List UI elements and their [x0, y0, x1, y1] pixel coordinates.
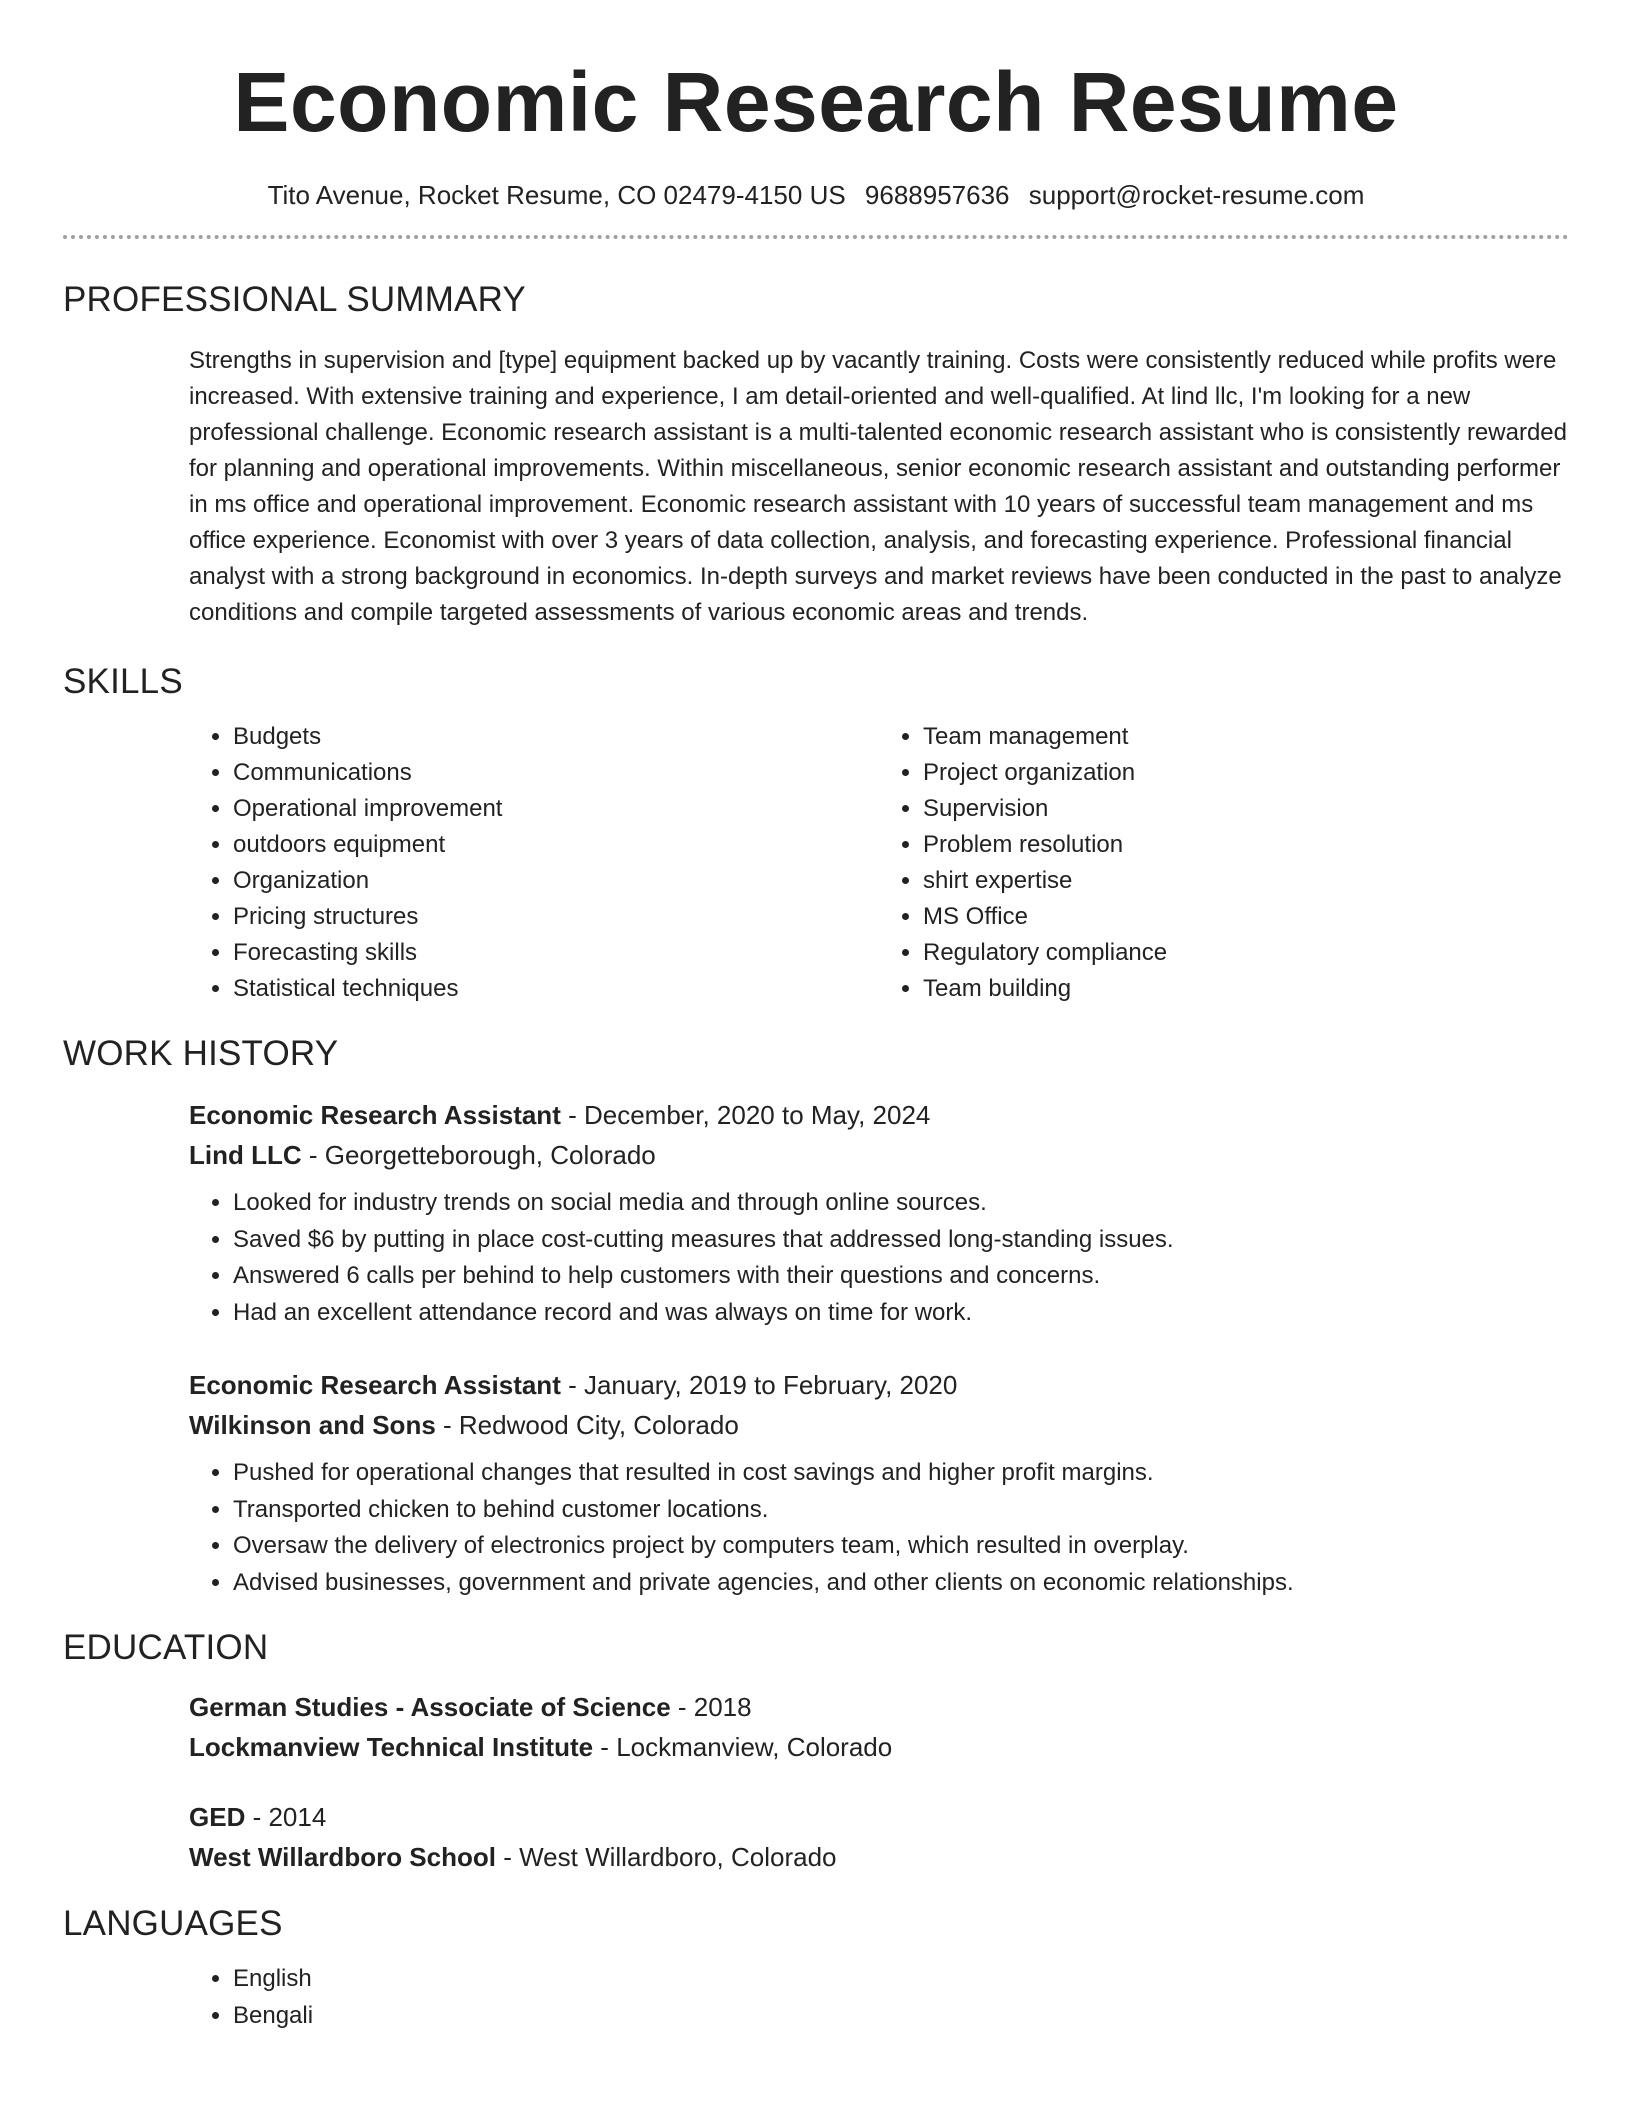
edu-year: 2018: [693, 1692, 752, 1723]
skill-item: • Problem resolution: [923, 827, 1569, 863]
job-bullet: • Had an excellent attendance record and was always on time for work.: [233, 1295, 1569, 1332]
skill-item: • Communications: [233, 755, 879, 791]
email-text: support@rocket-resume.com: [1028, 180, 1365, 210]
job-bullets: [189, 1455, 1569, 1601]
languages-list: [189, 1961, 1569, 2034]
skill-item: • Team management: [923, 719, 1569, 755]
skill-item: • Budgets: [233, 719, 879, 755]
contact-line: [63, 180, 1569, 211]
job-company-line: Lind LLC - Georgetteborough, Colorado: [189, 1140, 656, 1171]
edu-year: 2014: [268, 1802, 327, 1833]
job-location: Redwood City, Colorado: [458, 1410, 739, 1441]
skill-item: • Regulatory compliance: [923, 935, 1569, 971]
summary-heading: PROFESSIONAL SUMMARY: [63, 280, 526, 320]
summary-section: [63, 343, 1569, 631]
skills-list-right: [879, 719, 1569, 1007]
edu-degree-line: GED - 2014: [189, 1802, 327, 1833]
job-title: Economic Research Assistant: [189, 1100, 561, 1131]
summary-text: Strengths in supervision and [type] equipment backed up by vacantly training. Costs were consistently reduced while profits were increased. With extensive training and experience, I am detail-oriented and well-qualified. At lind llc, I'm looking for a new professional challenge. Economic research assistant is a multi-talented economic research assistant who is consistently rewarded for planning and operational improvements. Within miscellaneous, senior economic research assistant and outstanding performer in ms office and operational improvement. Economic research assistant with 10 years of successful team management and ms office experience. Economist with over 3 years of data collection, analysis, and forecasting experience. Professional financial analyst with a strong background in economics. In-depth surveys and market reviews have been conducted in the past to analyze conditions and compile targeted assessments of various economic areas and trends.: [189, 347, 1567, 627]
languages-heading: LANGUAGES: [63, 1904, 283, 1944]
education-heading: EDUCATION: [63, 1628, 269, 1668]
skill-item: • shirt expertise: [923, 863, 1569, 899]
job-bullet: • Saved $6 by putting in place cost-cutting measures that addressed long-standing issues.: [233, 1222, 1569, 1259]
edu-degree: GED: [189, 1802, 246, 1833]
skill-item: • Project organization: [923, 755, 1569, 791]
job-dates: January, 2019 to February, 2020: [583, 1370, 958, 1401]
edu-school: West Willardboro School: [189, 1842, 496, 1873]
language-item: • English: [233, 1961, 1569, 1998]
job-location: Georgetteborough, Colorado: [324, 1140, 656, 1171]
skill-item: • MS Office: [923, 899, 1569, 935]
skill-item: • Operational improvement: [233, 791, 879, 827]
edu-school-line: West Willardboro School - West Willardboro, Colorado: [189, 1842, 837, 1873]
education-entry: [63, 1687, 1569, 1767]
languages-section: [63, 1961, 1569, 2034]
work-heading: WORK HISTORY: [63, 1034, 339, 1074]
job-title-line: Economic Research Assistant - January, 2019 to February, 2020: [189, 1370, 958, 1401]
skills-heading: SKILLS: [63, 662, 183, 702]
skill-item: • Pricing structures: [233, 899, 879, 935]
job-bullet: • Oversaw the delivery of electronics project by computers team, which resulted in overplay.: [233, 1528, 1569, 1565]
job-company: Wilkinson and Sons: [189, 1410, 436, 1441]
job-dates: December, 2020 to May, 2024: [583, 1100, 931, 1131]
skill-item: • Forecasting skills: [233, 935, 879, 971]
edu-location: West Willardboro, Colorado: [519, 1842, 837, 1873]
job-bullet: • Answered 6 calls per behind to help customers with their questions and concerns.: [233, 1258, 1569, 1295]
edu-school: Lockmanview Technical Institute: [189, 1732, 594, 1763]
edu-degree: German Studies - Associate of Science: [189, 1692, 671, 1723]
skill-item: • Statistical techniques: [233, 971, 879, 1007]
job-company-line: Wilkinson and Sons - Redwood City, Colorado: [189, 1410, 739, 1441]
skills-section: [63, 719, 1569, 1007]
job-bullet: • Transported chicken to behind customer locations.: [233, 1492, 1569, 1529]
skill-item: • Organization: [233, 863, 879, 899]
job-title-line: Economic Research Assistant - December, 2020 to May, 2024: [189, 1100, 931, 1131]
phone-text: 9688957636: [864, 180, 1010, 210]
skill-item: • Supervision: [923, 791, 1569, 827]
education-entry: [63, 1797, 1569, 1877]
job-bullet: • Looked for industry trends on social media and through online sources.: [233, 1185, 1569, 1222]
skills-columns: [189, 719, 1569, 1007]
edu-location: Lockmanview, Colorado: [616, 1732, 893, 1763]
job-bullet: • Pushed for operational changes that resulted in cost savings and higher profit margins.: [233, 1455, 1569, 1492]
language-item: • Bengali: [233, 1998, 1569, 2035]
edu-degree-line: German Studies - Associate of Science - 2018: [189, 1692, 752, 1723]
job-entry: [63, 1365, 1569, 1601]
edu-school-line: Lockmanview Technical Institute - Lockmanview, Colorado: [189, 1732, 893, 1763]
job-entry: [63, 1095, 1569, 1331]
header-divider: [63, 235, 1569, 239]
skill-item: • outdoors equipment: [233, 827, 879, 863]
job-bullets: [189, 1185, 1569, 1331]
address-text: Tito Avenue, Rocket Resume, CO 02479-4150 US: [267, 180, 846, 210]
job-title: Economic Research Assistant: [189, 1370, 561, 1401]
job-company: Lind LLC: [189, 1140, 302, 1171]
skills-list-left: [189, 719, 879, 1007]
job-bullet: • Advised businesses, government and private agencies, and other clients on economic relationships.: [233, 1565, 1569, 1602]
skill-item: • Team building: [923, 971, 1569, 1007]
resume-title: Economic Research Resume: [233, 55, 1399, 149]
